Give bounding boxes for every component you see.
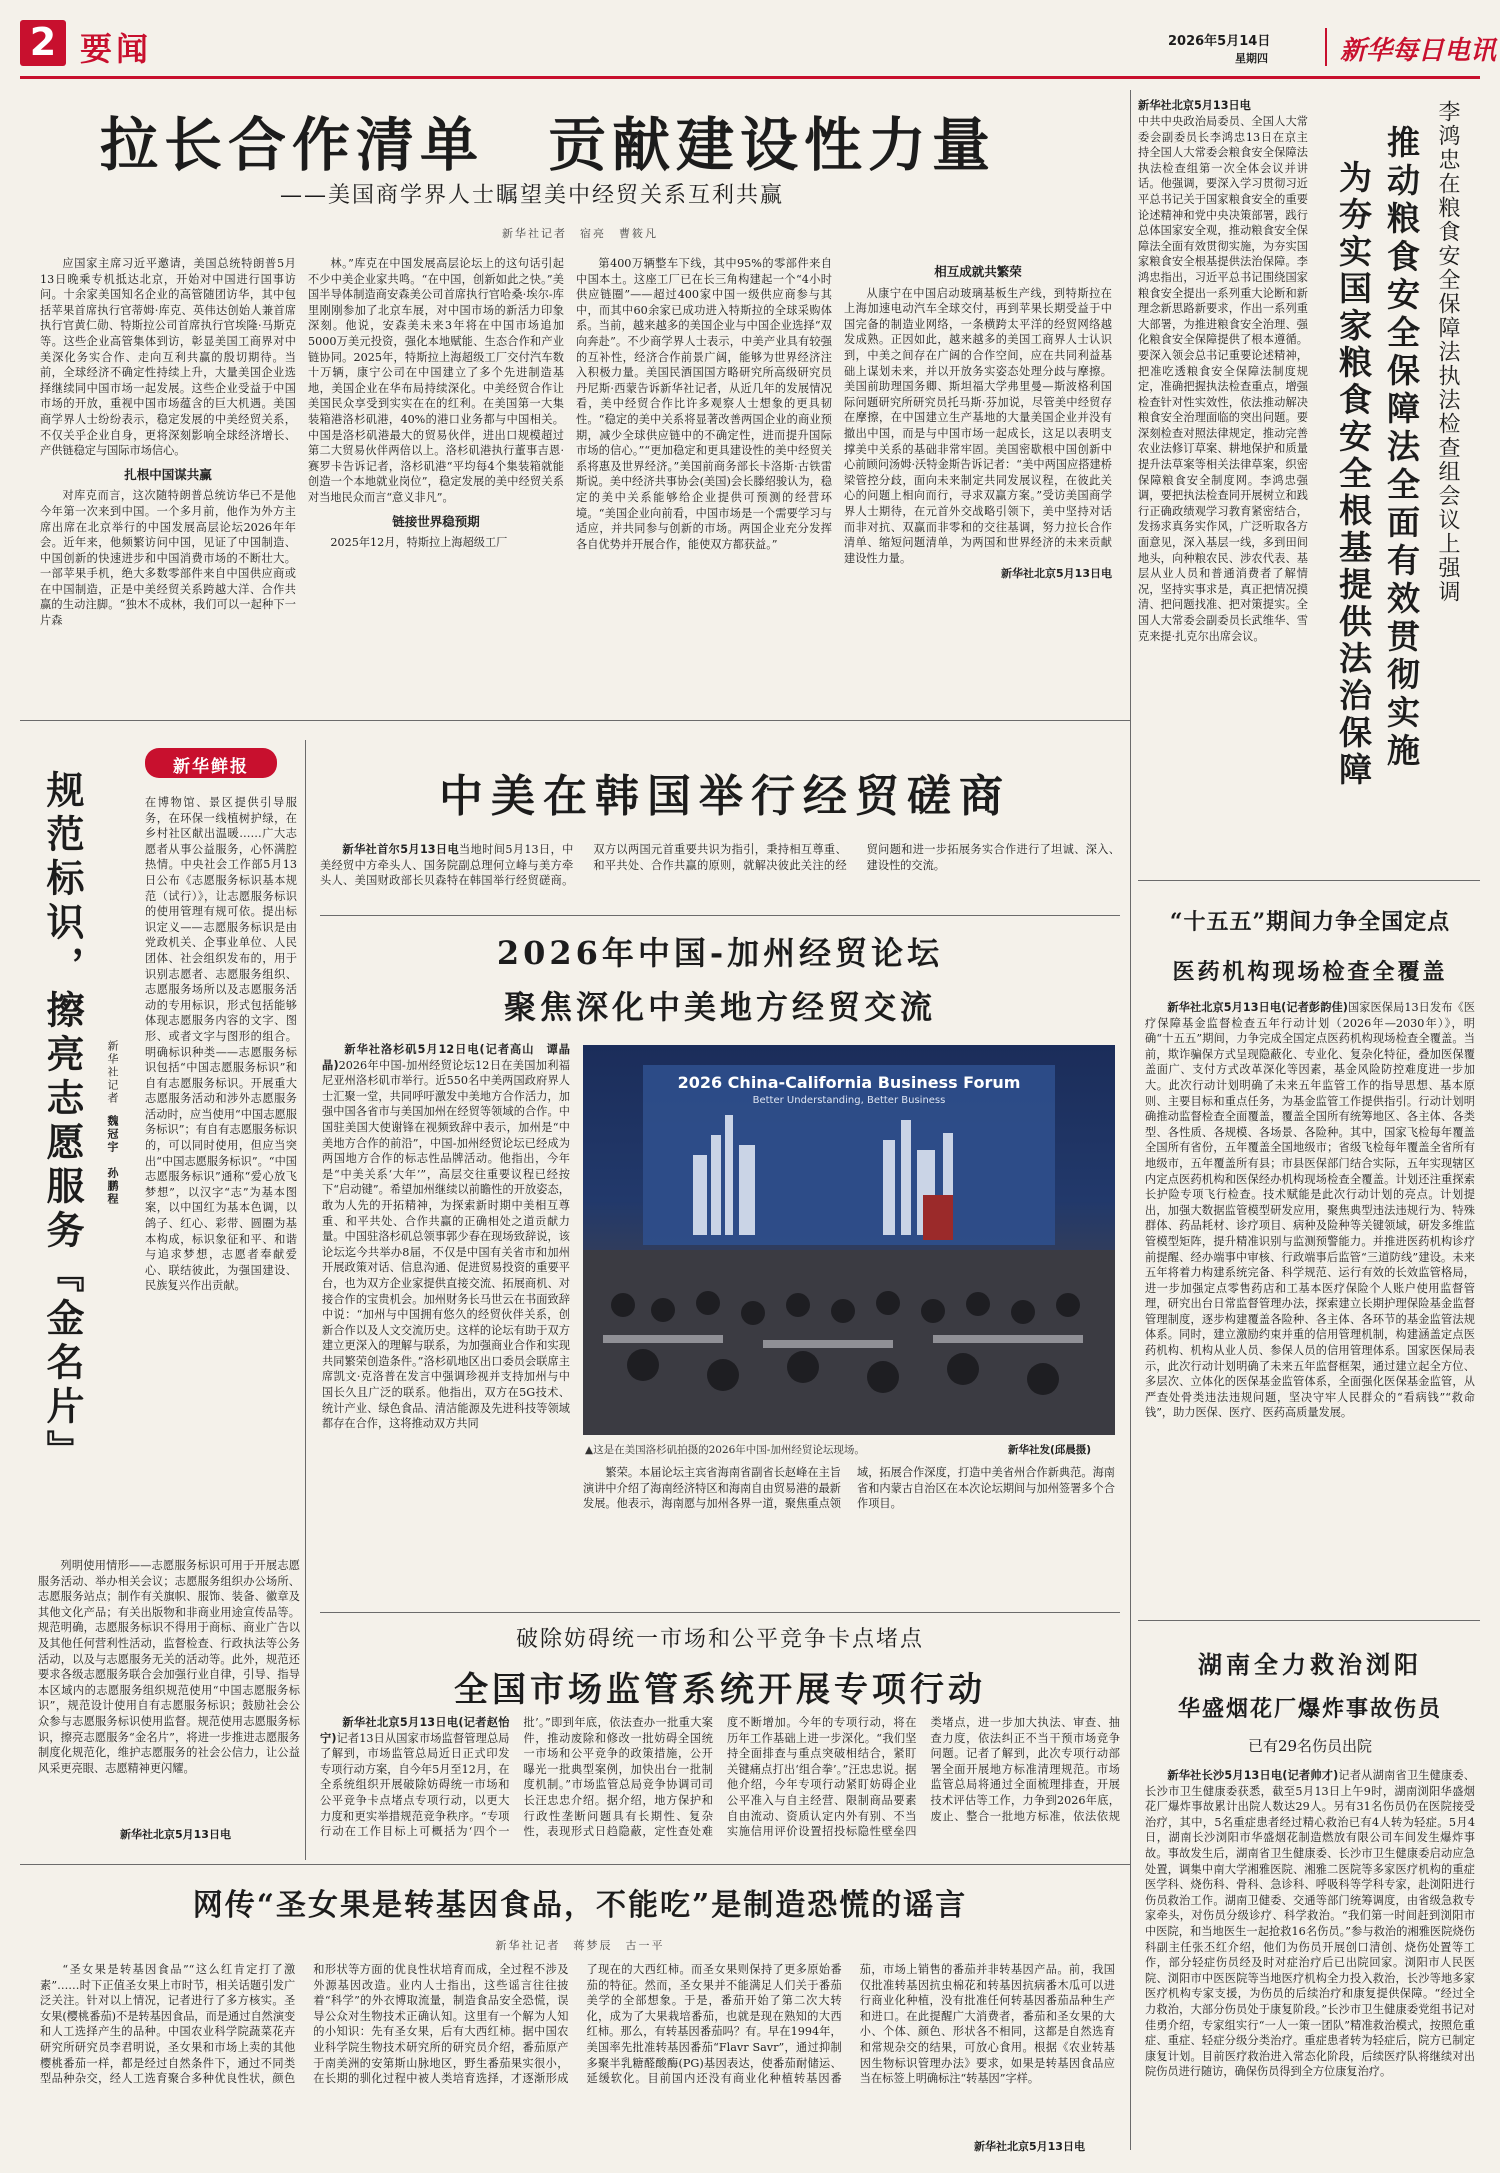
drug-title-a: “十五五”期间力争全国定点 xyxy=(1169,909,1451,935)
header-rule xyxy=(20,76,1480,79)
grain-text: 中共中央政治局委员、全国人大常委会副委员长李鸿忠13日在京主持全国人大常委会粮食安全保障法执法检查组第一次全体会议并讲话。他强调，要深入学习贯彻习近平总书记关于国家粮食安全的重要论述精神和党中央决策部署，践行总体国家安全观，推动粮食安全保障法全面有效贯彻实施，为夯实国家粮食安全根基提供法治保障。李鸿忠指出，习近平总书记围绕国家粮食安全提出一系列重大论断和新理念新思路新要求，作出一系列重大部署，为推进粮食安全治理、强化粮食安全保障提供了根本遵循。要深入领会总书记重要论述精神，把准吃透粮食安全保障法制度规定，准确把握执法检查重点，增强检查针对性实效性，依法推动解决粮食安全治理面临的突出问题。要深刻检查对照法律规定，推动完善农业法修订草案、耕地保护和质量提升法草案等相关法律草案，织密保障粮食安全制度网。李鸿忠强调，要把执法检查同开展树立和践行正确政绩观学习教育紧密结合，发扬求真务实作风，广泛听取各方面意见，深入基层一线，多到田间地头，向种粮农民、涉农代表、基层从业人员和普通消费者了解情况，坚持实事求是，真正把情况摸清、把问题找准、把对策提实。全国人大常委会副委员长武维华、雪克来提·扎克尔出席会议。 xyxy=(1138,115,1308,643)
hunan-dateline: 新华社长沙5月13日电(记者帅才) xyxy=(1167,1769,1339,1782)
header-weekday: 星期四 xyxy=(1235,52,1268,65)
lead-column-4: 相互成就共繁荣 从康宁在中国启动玻璃基板生产线，到特斯拉在上海加速电动汽车全球交付，再到苹果长期受益于中国完备的制造业网络，一条横跨太平洋的经贸网络越发成熟。正因如此，越来越多的美国工商界人士认识到，中美之间存在广阔的合作空间，应在共同利益基础上谋划未来，并以开放务实姿态处理分歧与摩擦。美国前助理国务卿、斯坦福大学弗里曼—斯波格利国际问题研究所研究员托马斯·芬加说，尽管美中经贸存在摩擦，在中国建立生产基地的大量美国企业并没有撤出中国，而是与中国市场一起成长，这足以表明支撑美中关系的基础非常牢固。美国密歇根中国创新中心前顾问汤姆·沃特金斯告诉记者：“美中两国应搭建桥梁管控分歧，面向未来制定共同发展议程，在彼此关心的问题上相向而行，寻求双赢方案。”受访美国商学界人士期待，在元首外交战略引领下，美中坚持对话而非对抗、双赢而非零和的交往基调，努力拉长合作清单、缩短问题清单，为两国和世界经济的未来贡献建设性力量。 新华社北京5月13日电 xyxy=(844,264,1112,581)
lead-bottom-rule xyxy=(20,720,1130,721)
brief-text-b: 列明使用情形——志愿服务标识可用于开展志愿服务活动、举办相关会议；志愿服务组织办公场所、志愿服务站点；制作有关旗帜、服饰、装备、徽章及其他文化产品；有关出版物和非商业用途宣传品等。规范明确，志愿服务标识不得用于商标、商业广告以及其他任何营利性活动，监督检查、行政执法等公务活动，以及与志愿服务无关的活动等。此外，规范还要求各级志愿服务联合会加强行业自律，引导、指导本区域内的志愿服务组织规范使用“中国志愿服务标识”，规范设计使用自有志愿服务标识；鼓励社会公众参与志愿服务标识使用监督。规范使用志愿服务标识，擦亮志愿服务“金名片”，将进一步推进志愿服务制度化规范化，维护志愿服务的社会公信力，让公益风采更亮眼、志愿精神更闪耀。 xyxy=(38,1559,300,1775)
hunan-subtitle: 已有29名伤员出院 xyxy=(1247,1737,1373,1755)
market-kicker: 破除妨碍统一市场和公平竞争卡点堵点 xyxy=(515,1627,924,1652)
drug-body: 新华社北京5月13日电(记者彭韵佳)国家医保局13日发布《医疗保障基金监督检查五年行动计划（2026年—2030年）》，明确“十五五”期间，力争完成全国定点医药机构现场检查全覆盖。当前，欺诈骗保方式呈现隐蔽化、专业化、复杂化特征，叠加医保覆盖面广、支付方式改革深化等因素，基金风险防控难度进一步加大。此次行动计划明确了未来五年监管工作的指导思想、基本原则、主要目标和重点任务，为基金监管工作提供指引。行动计划明确推动监督检查全面覆盖，覆盖全国所有统筹地区、各主体、各类型、各性质、各规模、各场景、各险种。其中，国家飞检每年覆盖全国所有省份，五年覆盖全国地级市；省级飞检每年覆盖全省所有地级市，五年覆盖所有县；市县医保部门结合实际，五年实现辖区内定点医药机构和医保经办机构现场检查全覆盖。计划还注重探索长护险专项飞行检查。技术赋能是此次行动计划的亮点。计划提出，加强大数据监管模型研发应用，聚焦典型违法违规行为、特殊群体、药品耗材、诊疗项目、病种及险种等关键领域，研发多维监管模型矩阵，提升精准识别与监测预警能力。并推进医药机构诊疗前提醒、经办端事中审核、行政端事后监管“三道防线”建设。未来五年将着力构建系统完备、科学规范、运行有效的长效监管格局，进一步加强定点零售药店和工基本医疗保险个人账户使用监督管理，研究出台日常监督管理办法，探索建立长期护理保险基金监督管理制度，逐步构建覆盖各险种、各主体、各环节的基金监管法规体系。同时，建立激励约束并重的信用管理机制，构建涵盖定点医药机构、机构从业人员、参保人员的信用管理体系。国家医保局表示，此次行动计划明确了未来五年监督框架，通过建立起全方位、多层次、立体化的医保基金监管体系，全面强化医保基金监管，从严查处骨类违法违规问题，坚决守牢人民群众的“看病钱”“救命钱”，助力医保、医疗、医药高质量发展。 xyxy=(1145,1001,1475,1420)
lead-subhead-1: 扎根中国谋共赢 xyxy=(124,466,212,482)
forum-dateline: 新华社洛杉矶5月12日电(记者高山 谭晶晶) xyxy=(322,1043,570,1072)
rumor-title: 网传“圣女果是转基因食品，不能吃”是制造恐慌的谣言 xyxy=(192,1888,968,1923)
hunan-title-b: 华盛烟花厂爆炸事故伤员 xyxy=(1177,1696,1442,1722)
lead-column-2: 林。”库克在中国发展高层论坛上的这句话引起不少中美企业家共鸣。“在中国，创新如此之快。”美国半导体制造商安森美公司首席执行官哈桑·埃尔-库里刚刚参加了北京车展，对中国市场的新活力印象深刻。他说，安森美未来3年将在中国市场追加5000万美元投资，强化本地赋能、生态合作和产业链协同。2025年，特斯拉上海超级工厂交付汽车数十万辆，康宁公司在中国建立了多个先进制造基地，美国企业在华布局持续深化。中美经贸合作让美国民众享受到实实在在的红利。在美国第一大集装箱港洛杉矶港，40%的港口业务都与中国相关。中国是洛杉矶港最大的贸易伙伴，进出口规模超过第二大贸易伙伴两倍以上。洛杉矶港执行董事吉恩·赛罗卡告诉记者，洛杉矶港“平均每4个集装箱就能创造一个本地就业岗位”，稳定发展的美中经贸关系对当地民众而言“意义非凡”。 链接世界稳预期 2025年12月，特斯拉上海超级工厂 xyxy=(308,257,564,550)
forum-text-b: 繁荣。本届论坛主宾省海南省副省长赵峰在主旨演讲中介绍了海南经济特区和海南自由贸易港的最新发展。他表示，海南愿与加州各界一道，聚焦重点领域，拓展合作深度，打造中美省州合作新典范。海南省和内蒙古自治区在本次论坛期间与加州签署多个合作项目。 xyxy=(583,1466,1115,1511)
drug-title-b: 医药机构现场检查全覆盖 xyxy=(1172,959,1448,985)
korea-dateline: 新华社首尔5月13日电 xyxy=(342,843,460,856)
paper-name: 新华每日电讯 xyxy=(1340,36,1497,66)
brief-end-tag: 新华社北京5月13日电 xyxy=(120,1828,231,1841)
forum-photo xyxy=(583,1045,1115,1435)
market-body: 新华社北京5月13日电(记者赵怡宁)记者13日从国家市场监督管理总局了解到，市场监管总局近日正式印发专项行动方案，自今年5月至12月，在全系统组织开展破除妨碍统一市场和公平竞争卡点堵点专项行动，以更大力度和更实举措规范竞争秩序。“专项行动在工作目标上可概括为‘四个一批’。”即到年底，依法查办一批重大案件，推动废除和修改一批妨碍全国统一市场和公平竞争的政策措施，公开曝光一批典型案例，加快出台一批制度机制。”市场监管总局竞争协调司司长汪忠忠介绍。据介绍，地方保护和行政性垄断问题具有长期性、复杂性，表现形式日趋隐蔽，定性查处难度不断增加。今年的专项行动，将在历年工作基础上进一步深化。“我们坚持全面排查与重点突破相结合，紧盯关键痛点打出‘组合拳’。”汪忠忠说。据他介绍，今年专项行动紧盯妨碍企业公平准入与自主经营、限制商品要素自由流动、资质认定内外有别、不当实施信用评价设置招投标隐性壁垒四类堵点，进一步加大执法、审查、抽查力度，依法纠正不当干预市场竞争问题。记者了解到，此次专项行动部署全面开展地方标准清理规范。市场监管总局将通过全面梳理排查，开展技术评估等工作，力争到2026年底，废止、整合一批地方标准，依法依规 xyxy=(320,1716,1120,1839)
section-name: 要闻 xyxy=(80,30,153,68)
grain-title-kicker: 李鸿忠在粮食安全保障法执法检查组会议上强调 xyxy=(1435,100,1460,604)
grain-bottom-rule xyxy=(1138,880,1480,881)
forum-text-a: 新华社洛杉矶5月12日电(记者高山 谭晶晶)2026年中国-加州经贸论坛12日在美国加利福尼亚州洛杉矶市举行。近550名中美两国政府界人士汇聚一堂，共同呼吁激发中美地方合作活力，加强中国各省市与美国加州在经贸等领域的合作。中国驻美国大使谢锋在视频致辞中表示，加州是“中美地方合作的前沿”，中国-加州经贸论坛已经成为两国地方合作的标志性品牌活动。他指出，今年是“中美关系‘大年’”，高层交往重要议程已经按下“启动键”。希望加州继续以前瞻性的开放姿态，敢为人先的开拓精神，为探索新时期中美相互尊重、和平共处、合作共赢的正确相处之道贡献力量。中国驻洛杉矶总领事郭少春在现场致辞说，该论坛迄今共举办8届，不仅是中国有关省市和加州开展政策对话、信息沟通、促进贸易投资的重要平台，也为双方企业家提供直接交流、拓展商机、对接合作的宝贵机会。加州财务长马世云在书面致辞中说：“加州与中国拥有悠久的经贸伙伴关系，创新合作以及人文交流历史。这样的论坛有助于双方建立更深入的理解与联系，为加强商业合作和实现共同繁荣创造条件。”洛杉矶地区出口委员会联席主席凯文·克洛普在发言中强调珍视并支持加州与中国长久且广泛的联系。他指出，双方在5G技术、统计产业、绿色食品、清洁能源及先进科技等领域都存在合作，这将推动双方共同 xyxy=(322,1043,570,1431)
lead-byline: 新华社记者 宿亮 曹筱凡 xyxy=(502,227,658,240)
market-title: 全国市场监管系统开展专项行动 xyxy=(454,1670,986,1710)
rumor-byline: 新华社记者 蒋梦辰 古一平 xyxy=(495,1939,665,1952)
brief-divider xyxy=(305,740,306,1860)
korea-title: 中美在韩国举行经贸磋商 xyxy=(439,771,1011,822)
forum-bottom-rule xyxy=(320,1612,1120,1613)
lead-column-3: 第400万辆整车下线，其中95%的零部件来自中国本土。这座工厂已在长三角构建起一个“4小时供应链圈”——超过400家中国一级供应商参与其中，而其中60余家已成功进入特斯拉的全球采购体系。当前，越来越多的美国企业与中国企业选择“双向奔赴”。不少商学界人士表示，中美产业具有较强的互补性，经济合作前景广阔，能够为世界经济注入积极力量。美国民酒国国方略研究所高级研究员丹尼斯·西蒙告诉新华社记者，从近几年的发展情况看，美中经贸合作比许多观察人士想象的更具韧性。“稳定的美中关系将显著改善两国企业的商业预期，减少全球供应链中的不确定性，进而提升国际市场的信心。”“更加稳定和更具建设性的美中经贸关系将惠及世界经济。”美国前商务部长卡洛斯·古铁雷斯说。美中经济共事协会(美国)会长滕绍骏认为，稳定的美中关系能够给企业提供可预测的经营环境。“美国企业向前看，中国市场是一个需要学习与适应，并共同参与创新的市场。两国企业充分发挥各自优势并开展合作，能使双方都获益。” xyxy=(576,257,832,551)
brief-text-a: 在博物馆、景区提供引导服务，在环保一线植树护绿，在乡村社区献出温暖……广大志愿者从事公益服务，心怀满腔热情。中央社会工作部5月13日公布《志愿服务标识基本规范（试行）》，让志愿服务标识的使用管理有规可依。提出标识定义——志愿服务标识是由党政机关、企事业单位、人民团体、社会组织发布的，用于识别志愿者、志愿服务组织、志愿服务场所以及志愿服务活动的专用标识，形式包括能够体现志愿服务内容的文字、图形、或者文字与图形的组合。明确标识种类——志愿服务标识包括“中国志愿服务标识”和自有志愿服务标识。开展重大志愿服务活动和涉外志愿服务活动时，应当使用“中国志愿服务标识”；有自有志愿服务标识的，可以同时使用，但应当突出“中国志愿服务标识”。“中国志愿服务标识”通称“爱心放飞梦想”，以汉字“志”为基本图案，以中国红为基本色调，以鸽子、红心、彩带、圆圈为基本构成，标识象征和平、和谐与追求梦想，志愿者奉献爱心、联结彼此，为强国建设、民族复兴作出贡献。 xyxy=(145,796,297,1293)
right-column-divider xyxy=(1130,90,1131,2150)
forum-caption: ▲这是在美国洛杉矶拍摄的2026年中国-加州经贸论坛现场。 xyxy=(585,1444,865,1456)
lead-column-1: 应国家主席习近平邀请，美国总统特朗普5月13日晚乘专机抵达北京，开始对中国进行国事访问。十余家美国知名企业的高管随团访华，其中包括苹果首席执行官蒂姆·库克、英伟达创始人兼首席执行官黄仁勋、特斯拉公司首席执行官埃隆·马斯克等。这些企业高管集体到访，彰显美国工商界对中美深化务实合作、走向互利共赢的殷切期待。当前，全球经济不确定性持续上升，大量美国企业选择继续同中国市场一起发展。这些企业受益于中国市场的开放，重视中国市场蕴含的巨大机遇。美国商学界人士纷纷表示，稳定发展的中美经贸关系，不仅关乎企业自身，更将深刻影响全球经济增长、产供链稳定与国际市场信心。 扎根中国谋共赢 对库克而言，这次随特朗普总统访华已不是他今年第一次来到中国。一个多月前，他作为外方主席出席在北京举行的中国发展高层论坛2026年年会。近年来，他频繁访问中国，见证了中国制造、中国创新的快速进步和中国消费市场的不断壮大。一部苹果手机，绝大多数零部件来自中国供应商或在中国制造，正是中美经贸关系跨越大洋、合作共赢的生动注脚。“独木不成林，我们可以一起种下一片森 xyxy=(40,257,296,628)
lead-subtitle: ——美国商学界人士瞩望美中经贸关系互利共赢 xyxy=(280,183,785,208)
lead-subhead-3: 相互成就共繁荣 xyxy=(934,264,1022,279)
rumor-body: “圣女果是转基因食品”“这么红肯定打了激素”……时下正值圣女果上市时节，相关话题引发广泛关注。针对以上情况，记者进行了多方核实。圣女果(樱桃番茄)不是转基因食品，而是通过自然演变和人工选择产生的品种。中国农业科学院蔬菜花卉研究所研究员李君明说，圣女果和市场上卖的其他樱桃番茄一样，都是经过自然条件下，通过不同类型品种杂交，经人工选育聚合多种优良性状，颜色和形状等方面的优良性状培育而成，全过程不涉及外源基因改造。业内人士指出，这些谣言往往披着“科学”的外衣博取流量，制造食品安全恐慌，误导公众对生物技术正确认知。这里有一个解为人知的小知识：先有圣女果，后有大西红柿。据中国农业科学院生物技术研究所的研究员介绍，番茄原产于南美洲的安第斯山脉地区，野生番茄果实很小，在长期的驯化过程中被人类培育选择，才逐渐形成了现在的大西红柿。而圣女果则保持了更多原始番茄的特征。然而，圣女果并不能满足人们关于番茄美学的全部想象。于是，番茄开始了第二次大转化，成为了大果栽培番茄，也就是现在熟知的大西红柿。那么，有转基因番茄吗？有。早在1994年，美国率先批准转基因番茄“Flavr Savr”，通过抑制多聚半乳糖醛酸酶(PG)基因表达，使番茄耐储运、延缓软化。目前国内还没有商业化种植转基因番茄，市场上销售的番茄并非转基因产品。前，我国仅批准转基因抗虫棉花和转基因抗病番木瓜可以进行商业化种植，没有批准任何转基因番茄品种生产和进口。在此提醒广大消费者，番茄和圣女果的大小、个体、颜色、形状各不相同，这都是自然选育和常规杂交的结果，可放心食用。根据《农业转基因生物标识管理办法》要求，如果是转基因食品应当在标签上明确标注“转基因”字样。 xyxy=(40,1963,1115,2086)
forum-photo-sub: Better Understanding, Better Business xyxy=(752,1095,946,1106)
korea-bottom-rule xyxy=(320,915,1120,916)
forum-title-a: 2026年中国-加州经贸论坛 xyxy=(496,934,944,972)
brief-title: 规范标识，擦亮志愿服务『金名片』 xyxy=(40,770,85,1474)
grain-title-main-b: 为夯实国家粮食安全根基提供法治保障 xyxy=(1334,160,1373,789)
grain-title-main-a: 推动粮食安全保障法全面有效贯彻实施 xyxy=(1382,125,1421,771)
forum-credit: 新华社发(邱晨摄) xyxy=(1008,1444,1092,1456)
market-bottom-rule xyxy=(20,1864,1130,1865)
rumor-end-tag: 新华社北京5月13日电 xyxy=(968,2138,1085,2154)
drug-dateline: 新华社北京5月13日电(记者彭韵佳) xyxy=(1167,1001,1348,1014)
brief-byline-label: 新华社记者 xyxy=(106,1040,119,1105)
hunan-body: 新华社长沙5月13日电(记者帅才)记者从湖南省卫生健康委、长沙市卫生健康委获悉，截至5月13日上午9时，湖南浏阳华盛烟花厂爆炸事故累计出院人数达29人。另有31名伤员仍在医院接受治疗，其中，5名重症患者经过精心救治已有4人转为轻症。5月4日，湖南长沙浏阳市华盛烟花制造燃放有限公司车间发生爆炸事故。事故发生后，湖南省卫生健康委、长沙市卫生健康委启动应急处置，调集中南大学湘雅医院、湘雅二医院等多家医疗机构的重症医学科、烧伤科、骨科、急诊科、呼吸科等学科专家，赴浏阳进行伤员救治工作。湖南卫健委、交通等部门统筹调度，由省级急救专家牵头，对伤员分级诊疗、科学救治。“我们第一时间赶到浏阳市中医院，和当地医生一起抢救16名伤员。”参与救治的湘雅医院烧伤科副主任张丕红介绍，他们为伤员开展创口清创、烧伤处置等工作，部分轻症伤员经及时对症治疗后已出院回家。浏阳市人民医院、浏阳市中医医院等当地医疗机构全力投入救治，长沙等地多家医疗机构专家支援，为伤员的后续治疗和康复提供保障。“经过全力救治，大部分伤员处于康复阶段。”长沙市卫生健康委党组书记对佳勇介绍，专家组实行“一人一策一团队”精准救治模式，按照危重症、重症、轻症分级分类治疗。重症患者转为轻症后，院方已制定康复计划。目前医疗救治进入常态化阶段，后续医疗队将继续对出院伤员进行随访，确保伤员得到全方位康复治疗。 xyxy=(1145,1769,1475,2079)
korea-body: 新华社首尔5月13日电当地时间5月13日，中美经贸中方牵头人、国务院副总理何立峰与美方牵头人、美国财政部长贝森特在韩国举行经贸磋商。双方以两国元首重要共识为指引，秉持相互尊重、和平共处、合作共赢的原则，就解决彼此关注的经贸问题和进一步拓展务实合作进行了坦诚、深入、建设性的交流。 xyxy=(320,843,1120,888)
hunan-title-a: 湖南全力救治浏阳 xyxy=(1198,1650,1422,1679)
page-number: 2 xyxy=(29,20,57,64)
header-date: 2026年5月14日 xyxy=(1168,34,1271,49)
drug-bottom-rule xyxy=(1138,1620,1480,1621)
forum-photo-banner: 2026 China-California Business Forum xyxy=(677,1073,1021,1092)
lead-subhead-2: 链接世界稳预期 xyxy=(392,513,480,529)
lead-title: 拉长合作清单 贡献建设性力量 xyxy=(100,111,997,179)
brief-byline-names: 魏冠宇 孙鹏程 xyxy=(106,1115,119,1206)
lead-end-tag: 新华社北京5月13日电 xyxy=(1001,567,1112,581)
market-dateline: 新华社北京5月13日电(记者赵怡宁) xyxy=(320,1716,510,1745)
header-divider xyxy=(1325,28,1327,66)
forum-title-b: 聚焦深化中美地方经贸交流 xyxy=(503,988,936,1026)
brief-logo-text: 新华鲜报 xyxy=(173,757,249,777)
grain-dateline: 新华社北京5月13日电 xyxy=(1138,99,1251,112)
